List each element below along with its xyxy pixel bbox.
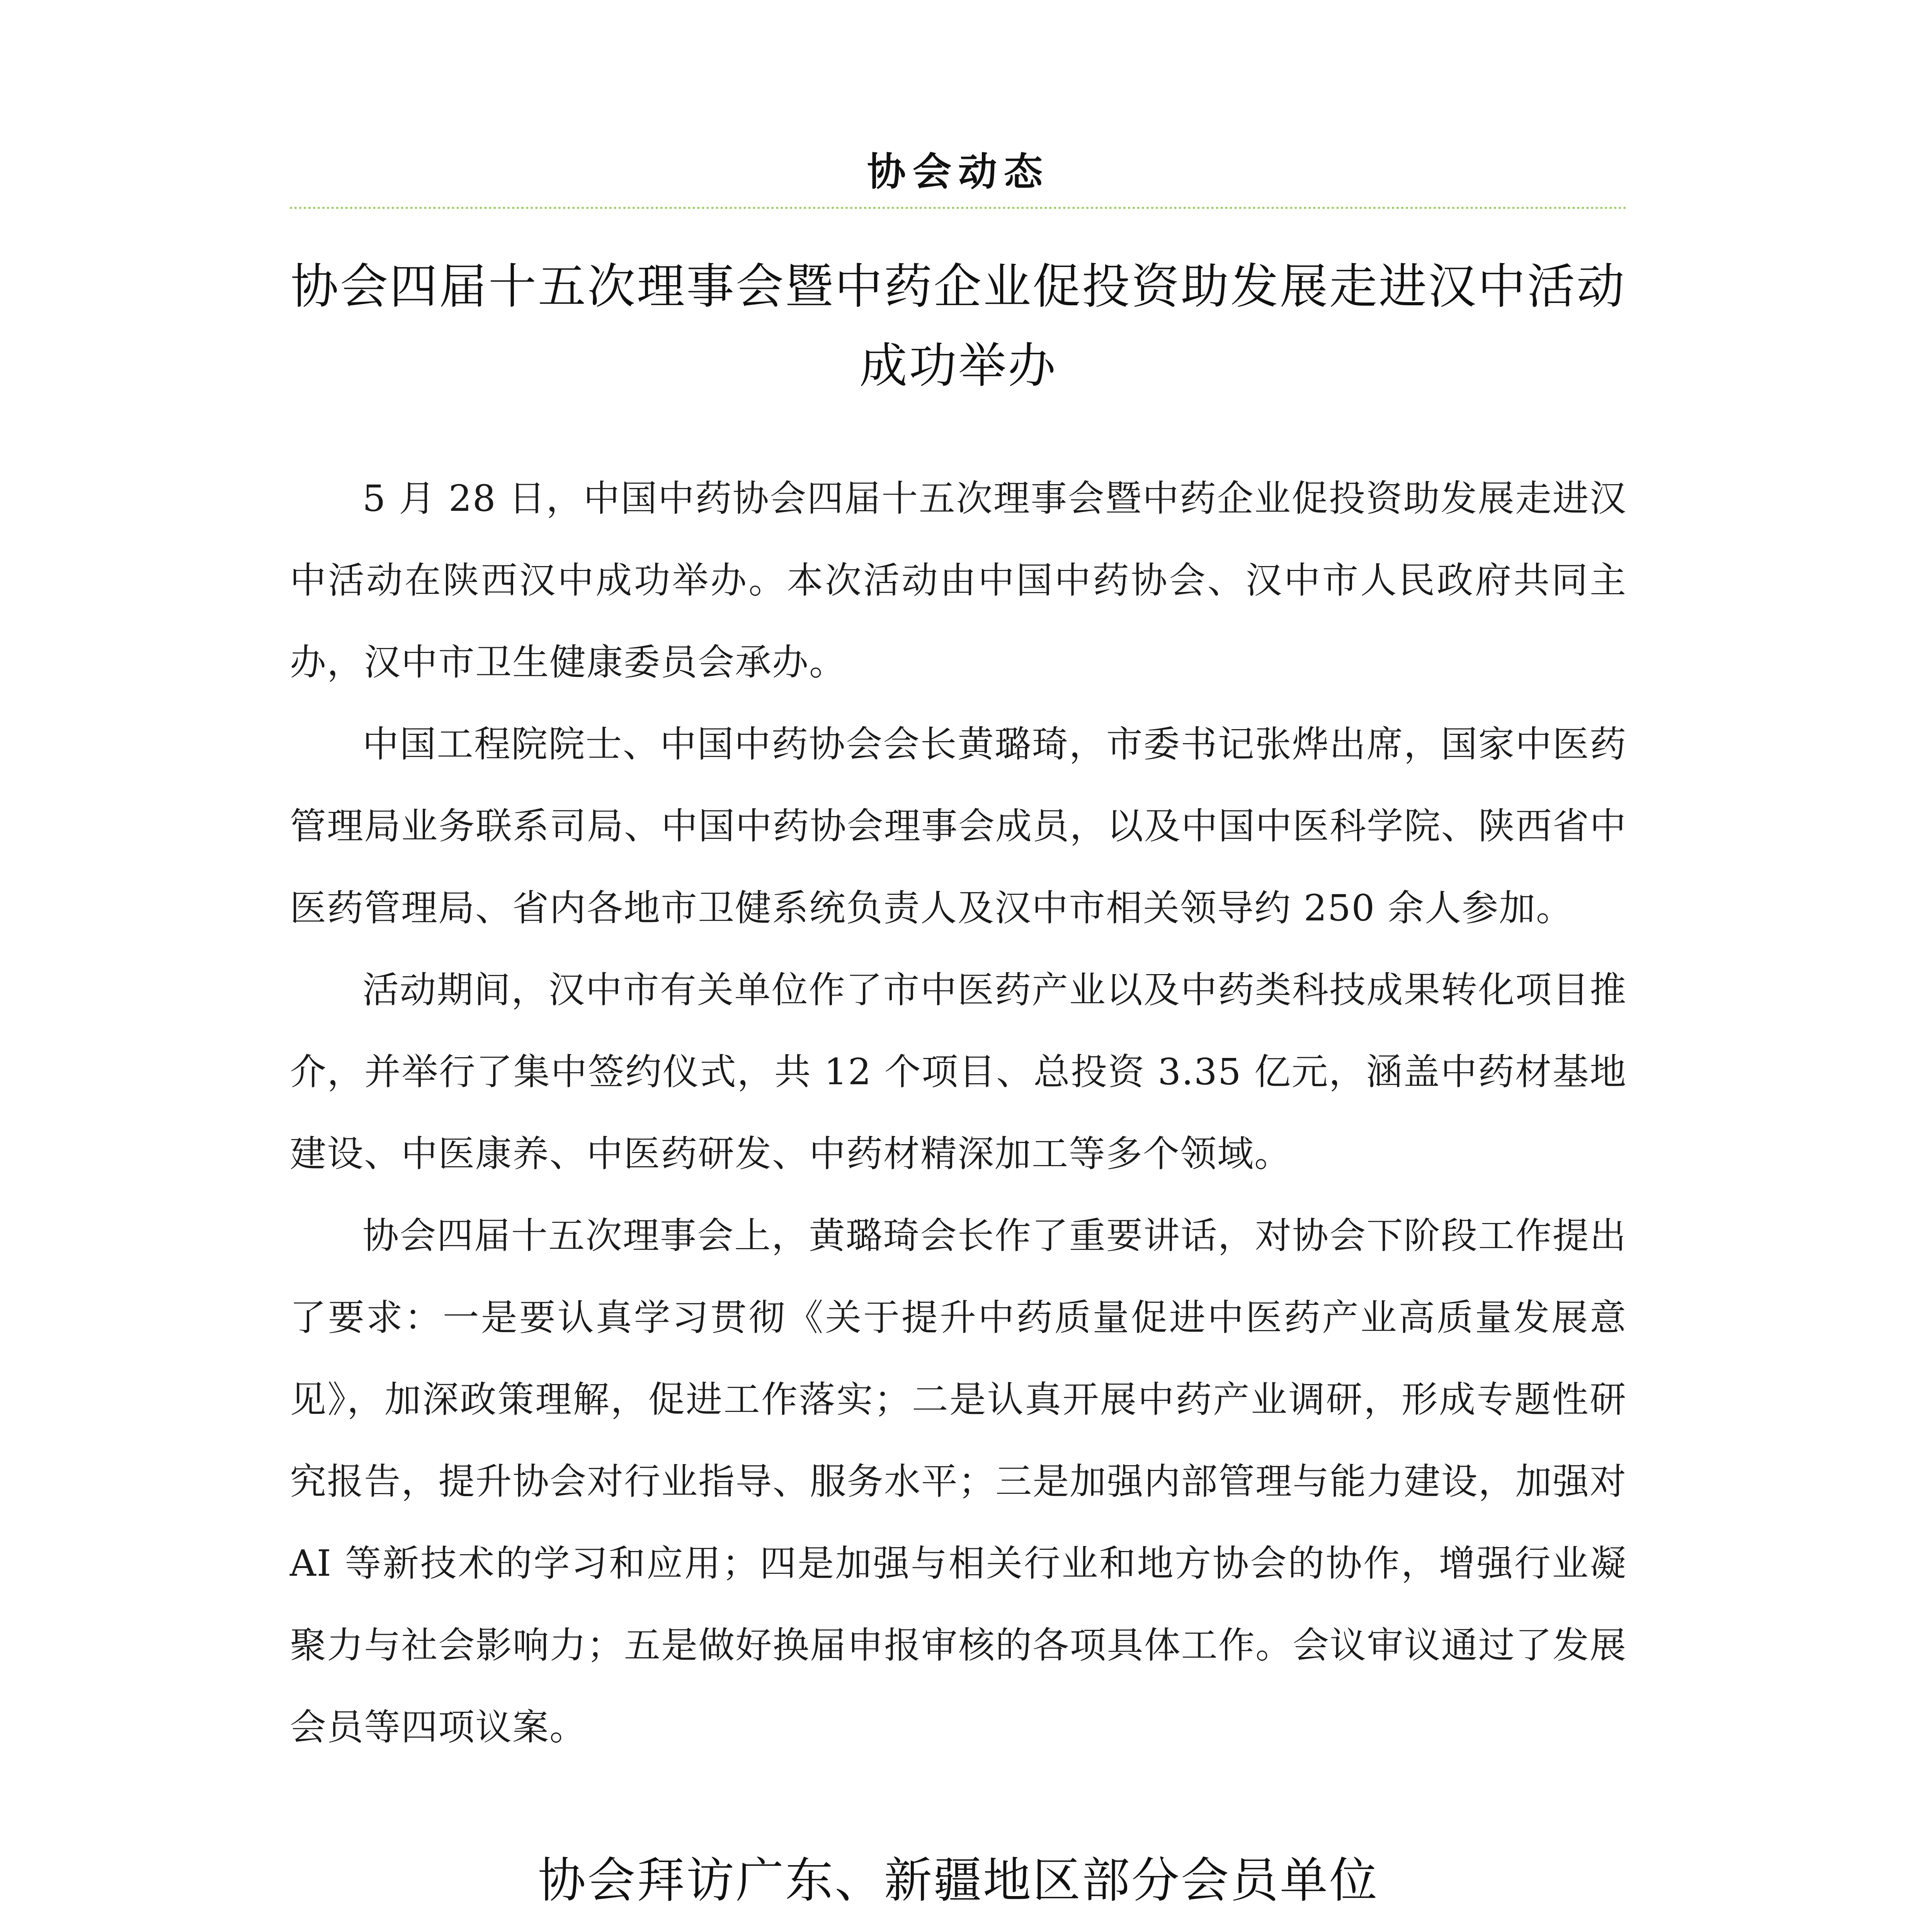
article-title-line-1: 协会四届十五次理事会暨中药企业促投资助发展走进汉中活动 <box>290 259 1626 315</box>
article-member-visit <box>290 1841 1627 1932</box>
article-title-line-2: 成功举办 <box>859 338 1057 394</box>
article-paragraph: 5 月 28 日，中国中药协会四届十五次理事会暨中药企业促投资助发展走进汉中活动在陕西汉中成功举办。本次活动由中国中药协会、汉中市人民政府共同主办，汉中市卫生健康委员会承办。 <box>290 478 1627 684</box>
article-paragraph: 协会四届十五次理事会上，黄璐琦会长作了重要讲话，对协会下阶段工作提出了要求：一是要认真学习贯彻《关于提升中药质量促进中医药产业高质量发展意见》，加深政策理解，促进工作落实；二是认真开展中药产业调研，形成专题性研究报告，提升协会对行业指导、服务水平；三是加强内部管理与能力建设，加强对 AI 等新技术的学习和应用；四是加强与相关行业和地方协会的协作，增强行业凝聚力与社会影响力；五是做好换届申报审核的各项具体工作。会议审议通过了发展会员等四项议案。 <box>290 1215 1627 1748</box>
article-title: 协会拜访广东、新疆地区部分会员单位 <box>538 1853 1379 1908</box>
header-divider <box>290 207 1627 209</box>
article-title <box>290 247 1627 406</box>
article-paragraph: 活动期间，汉中市有关单位作了市中医药产业以及中药类科技成果转化项目推介，并举行了集中签约仪式，共 12 个项目、总投资 3.35 亿元，涵盖中药材基地建设、中医康养、中医药研发、中药材精深加工等多个领域。 <box>290 969 1627 1175</box>
article-council-meeting <box>290 247 1627 1769</box>
article-paragraph: 中国工程院院士、中国中药协会会长黄璐琦，市委书记张烨出席，国家中医药管理局业务联系司局、中国中药协会理事会成员，以及中国中医科学院、陕西省中医药管理局、省内各地市卫健系统负责人及汉中市相关领导约 250 余人参加。 <box>290 723 1627 929</box>
section-label: 协会动态 <box>867 149 1050 194</box>
